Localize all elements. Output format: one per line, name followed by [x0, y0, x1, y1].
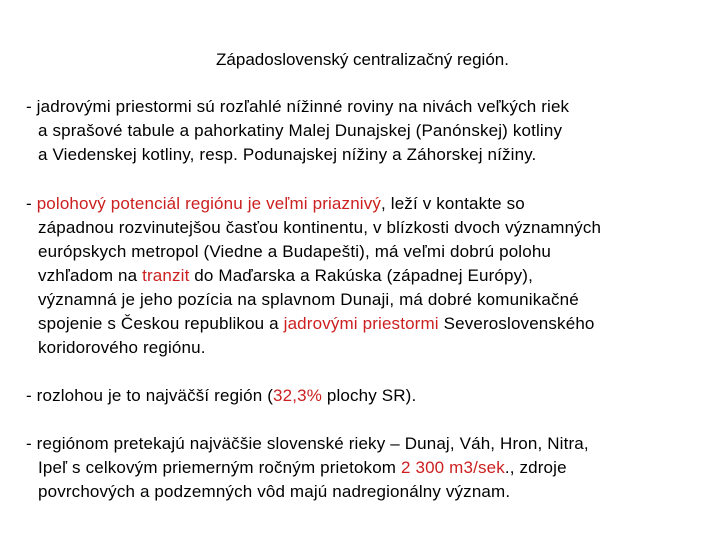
highlight-text: tranzit [142, 266, 190, 285]
text-segment: , leží v kontakte so [381, 194, 525, 213]
text-line: a sprašové tabule a pahorkatiny Malej Dunajskej (Panónskej) kotliny [38, 121, 563, 140]
text-line: povrchových a podzemných vôd majú nadregionálny význam. [38, 482, 511, 501]
text-line [26, 384, 706, 408]
text-line: a Viedenskej kotliny, resp. Podunajskej nížiny a Záhorskej nížiny. [38, 145, 537, 164]
paragraph-area [26, 384, 706, 408]
text-segment: ., zdroje [504, 458, 567, 477]
paragraph-rivers [26, 432, 706, 504]
slide-title: Západoslovenský centralizačný región. [216, 50, 509, 69]
text-line: západnou rozvinutejšou časťou kontinentu, v blízkosti dvoch významných [38, 218, 602, 237]
text-line: európskych metropol (Viedne a Budapešti), má veľmi dobrú polohu [38, 242, 552, 261]
text-segment: - rozlohou je to najväčší región ( [26, 386, 274, 405]
text-segment: plochy SR). [321, 386, 417, 405]
text-segment: spojenie s Českou republikou a [38, 314, 284, 333]
text-line: - jadrovými priestormi sú rozľahlé nížinné roviny na nivách veľkých riek [26, 97, 570, 116]
text-line [26, 456, 706, 480]
text-segment: Ipeľ s celkovým priemerným ročným prietokom [38, 458, 401, 477]
highlight-text: 2 300 m3/sek [401, 458, 505, 477]
paragraph-core-areas [26, 95, 706, 167]
text-line: - regiónom pretekajú najväčšie slovenské rieky – Dunaj, Váh, Hron, Nitra, [26, 434, 589, 453]
text-segment: do Maďarska a Rakúska (západnej Európy), [189, 266, 533, 285]
highlight-text: 32,3% [273, 386, 322, 405]
text-line: koridorového regiónu. [38, 338, 206, 357]
text-line [26, 312, 706, 336]
highlight-text: polohový potenciál regiónu je veľmi priaznivý [36, 194, 382, 213]
text-segment: Severoslovenského [438, 314, 595, 333]
bullet-dash: - [26, 194, 37, 213]
text-segment: vzhľadom na [38, 266, 143, 285]
paragraph-location-potential [26, 192, 706, 360]
text-line: významná je jeho pozícia na splavnom Dunaji, má dobré komunikačné [38, 290, 579, 309]
text-line [26, 192, 706, 216]
highlight-text: jadrovými priestormi [283, 314, 439, 333]
text-line [26, 264, 706, 288]
